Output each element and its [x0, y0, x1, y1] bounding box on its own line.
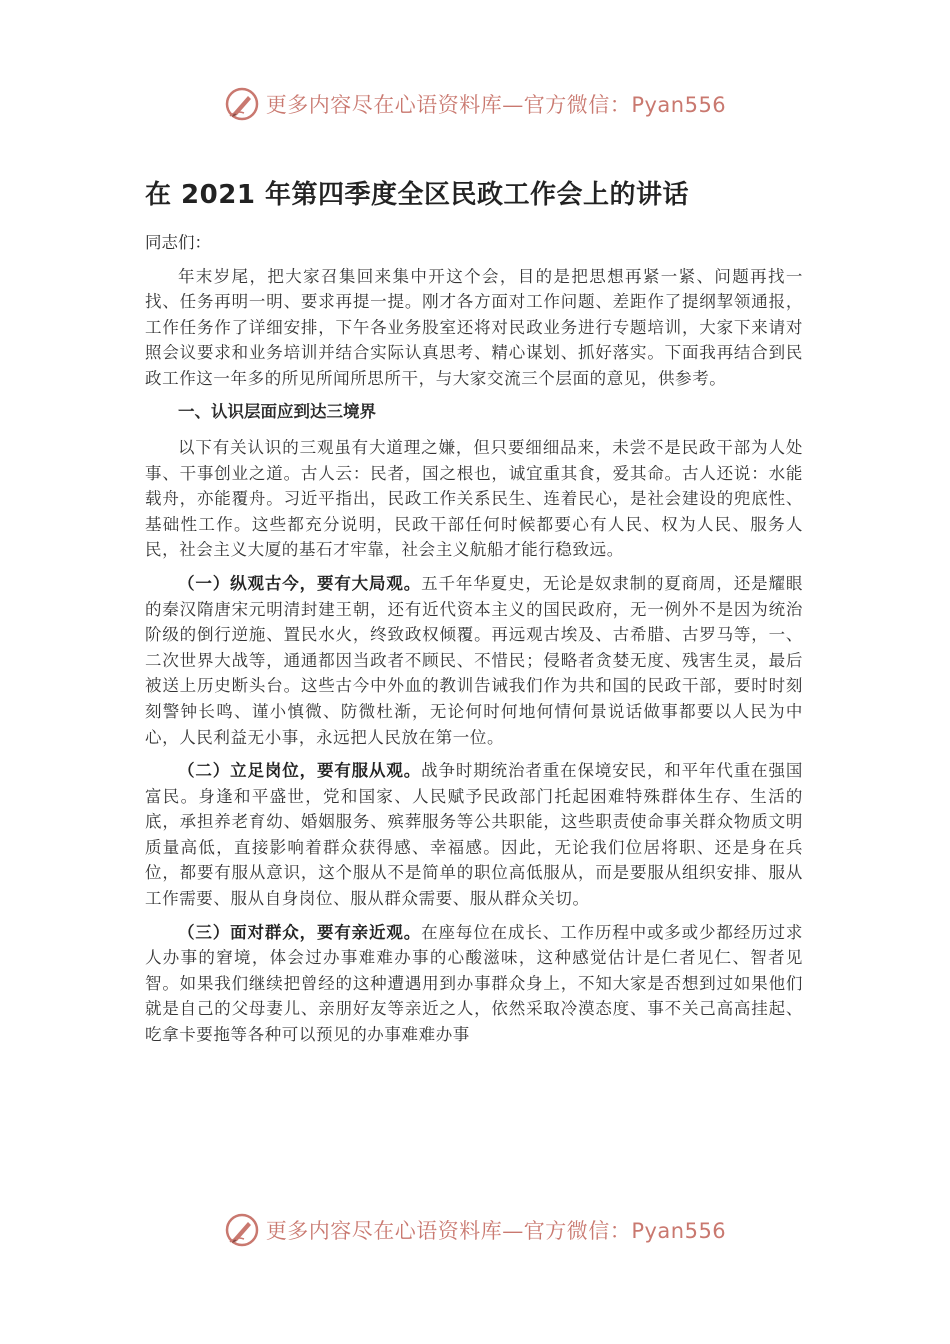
footer-banner — [0, 1210, 950, 1250]
point-paragraph-2 — [145, 758, 803, 912]
salutation: 同志们： — [145, 233, 211, 252]
section-heading-1: 一、认识层面应到达三境界 — [178, 402, 376, 422]
document-body — [145, 172, 803, 1056]
point-body-1: 五千年华夏史，无论是奴隶制的夏商周，还是耀眼的秦汉隋唐宋元明清封建王朝，还有近代资本主义的国民政府，无一例外不是因为统治阶级的倒行逆施、置民水火，终致政权倾覆。再远观古埃及、古希腊、古罗马等，一、二次世界大战等，通通都因当政者不顾民、不惜民；侵略者贪婪无度、残害生灵，最后被送上历史断头台。这些古今中外血的教训告诫我们作为共和国的民政干部，要时时刻刻警钟长鸣、谨小慎微、防微杜渐，无论何时何地何情何景说话做事都要以人民为中心，人民利益无小事，永远把人民放在第一位。 — [145, 573, 803, 747]
banner-text: 更多内容尽在心语资料库—官方微信：Pyan556 — [265, 1219, 727, 1243]
point-body-3: 在座每位在成长、工作历程中或多或少都经历过求人办事的窘境，体会过办事难难办事的心酸滋味，这种感觉估计是仁者见仁、智者见智。如果我们继续把曾经的这种遭遇用到办事群众身上，不知大家是否想到过如果他们就是自己的父母妻儿、亲朋好友等亲近之人，依然采取冷漠态度、事不关己高高挂起、吃拿卡要拖等各种可以预见的办事难难办事 — [145, 922, 803, 1045]
banner-text: 更多内容尽在心语资料库—官方微信：Pyan556 — [265, 93, 727, 117]
pen-logo-icon — [224, 1212, 260, 1248]
point-paragraph-3 — [145, 920, 803, 1048]
document-title: 在 2021 年第四季度全区民政工作会上的讲话 — [145, 180, 689, 210]
header-banner — [0, 84, 950, 124]
pen-logo-icon — [224, 86, 260, 122]
section-1-intro: 以下有关认识的三观虽有大道理之嫌，但只要细细品来，未尝不是民政干部为人处事、干事创业之道。古人云：民者，国之根也，诚宜重其食，爱其命。古人还说：水能载舟，亦能覆舟。习近平指出，民政工作关系民生、连着民心，是社会建设的兜底性、基础性工作。这些都充分说明，民政干部任何时候都要心有人民、权为人民、服务人民，社会主义大厦的基石才牢靠，社会主义航船才能行稳致远。 — [145, 437, 803, 560]
point-paragraph-1 — [145, 571, 803, 750]
point-lead-2: （二）立足岗位，要有服从观。 — [178, 761, 422, 781]
point-lead-1: （一）纵观古今，要有大局观。 — [178, 573, 422, 593]
point-body-2: 战争时期统治者重在保境安民，和平年代重在强国富民。身逢和平盛世，党和国家、人民赋予民政部门托起困难特殊群体生存、生活的底，承担养老育幼、婚姻服务、殡葬服务等公共职能，这些职责使命事关群众物质文明质量高低，直接影响着群众获得感、幸福感。因此，无论我们位居将职、还是身在兵位，都要有服从意识，这个服从不是简单的职位高低服从，而是要服从组织安排、服从工作需要、服从自身岗位、服从群众需要、服从群众关切。 — [145, 761, 803, 909]
intro-paragraph: 年末岁尾，把大家召集回来集中开这个会，目的是把思想再紧一紧、问题再找一找、任务再明一明、要求再提一提。刚才各方面对工作问题、差距作了提纲挈领通报，工作任务作了详细安排，下午各业务股室还将对民政业务进行专题培训，大家下来请对照会议要求和业务培训并结合实际认真思考、精心谋划、抓好落实。下面我再结合到民政工作这一年多的所见所闻所思所干，与大家交流三个层面的意见，供参考。 — [145, 266, 803, 388]
point-lead-3: （三）面对群众，要有亲近观。 — [178, 922, 422, 942]
